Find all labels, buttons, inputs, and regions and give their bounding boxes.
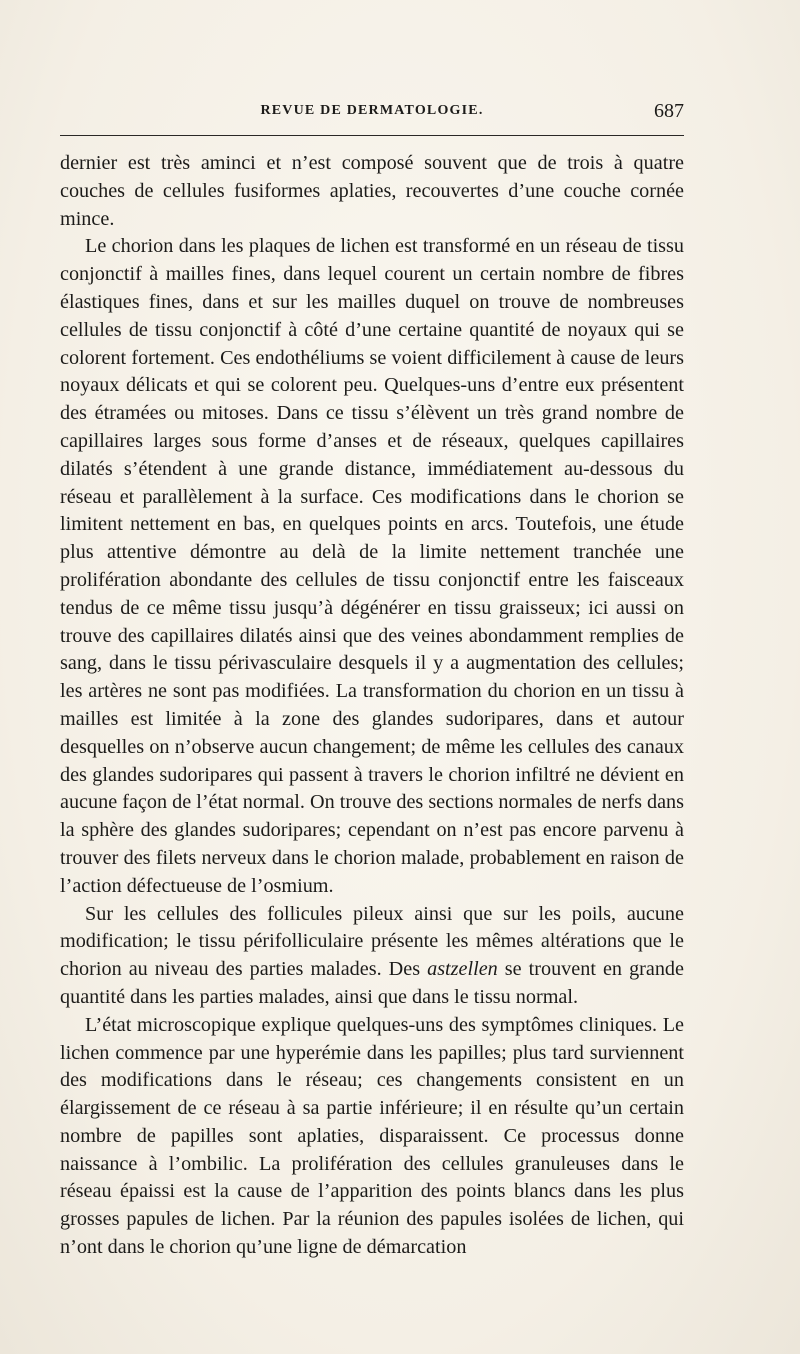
paragraph-3-text-after: se trouvent en grande quantité dans les parties malades, ainsi que dans le tissu normal.	[60, 958, 684, 1008]
running-title: REVUE DE DERMATOLOGIE.	[260, 103, 484, 118]
page-number: 687	[654, 100, 684, 122]
paragraph-4: L’état microscopique explique quelques-uns des symptômes cliniques. Le lichen commence par une hyperémie dans les papilles; plus tard surviennent des modifications dans le réseau; ces changements consistent en un élargissement de ce réseau à sa partie inférieure; il en résulte qu’un certain nombre de papilles sont aplaties, disparaissent. Ce processus donne naissance à l’ombilic. La prolifération des cellules granuleuses dans le réseau épaissi est la cause de l’apparition des points blancs dans les plus grosses papules de lichen. Par la réunion des papules isolées de lichen, qui n’ont dans le chorion qu’une ligne de démarcation	[60, 1013, 684, 1259]
header-rule	[60, 135, 684, 136]
body-text	[60, 150, 684, 1262]
paragraph-3	[60, 901, 684, 1012]
page-header	[60, 100, 684, 128]
paragraph-2: Le chorion dans les plaques de lichen est transformé en un réseau de tissu conjonctif à mailles fines, dans lequel courent un certain nombre de fibres élastiques fines, dans et sur les mailles duquel on trouve de nombreuses cellules de tissu conjonctif à côté d’une certaine quantité de noyaux qui se colorent fortement. Ces endothéliums se voient difficilement à cause de leurs noyaux délicats et qui se colorent peu. Quelques-uns d’entre eux présentent des étramées ou mitoses. Dans ce tissu s’élèvent un très grand nombre de capillaires larges sous forme d’anses et de réseaux, quelques capillaires dilatés s’étendent à une grande distance, immédiatement au-dessous du réseau et parallèlement à la surface. Ces modifications dans le chorion se limitent nettement en bas, en quelques points en arcs. Toutefois, une étude plus attentive démontre au delà de la limite nettement tranchée une prolifération abondante des cellules de tissu conjonctif entre les faisceaux tendus de ce même tissu jusqu’à dégénérer en tissu graisseux; ici aussi on trouve des capillaires dilatés ainsi que des veines abondamment remplies de sang, dans le tissu périvasculaire desquels il y a augmentation des cellules; les artères ne sont pas modifiées. La transformation du chorion en un tissu à mailles est limitée à la zone des glandes sudoripares, dans et autour desquelles on n’observe aucun changement; de même les cellules des canaux des glandes sudoripares qui passent à travers le chorion infiltré ne dévient en aucune façon de l’état normal. On trouve des sections normales de nerfs dans la sphère des glandes sudoripares; cependant on n’est pas encore parvenu à trouver des filets nerveux dans le chorion malade, probablement en raison de l’action défectueuse de l’osmium.	[60, 235, 684, 897]
paragraph-1: dernier est très aminci et n’est composé souvent que de trois à quatre couches de cellules fusiformes aplaties, recouvertes d’une couche cornée mince.	[60, 152, 684, 230]
paragraph-3-text-before: Sur les cellules des follicules pileux ainsi que sur les poils, aucune modification; le tissu périfolliculaire présente les mêmes altérations que le chorion au niveau des parties malades. Des	[60, 902, 684, 981]
paragraph-3-italic-term: astzellen	[427, 958, 498, 981]
